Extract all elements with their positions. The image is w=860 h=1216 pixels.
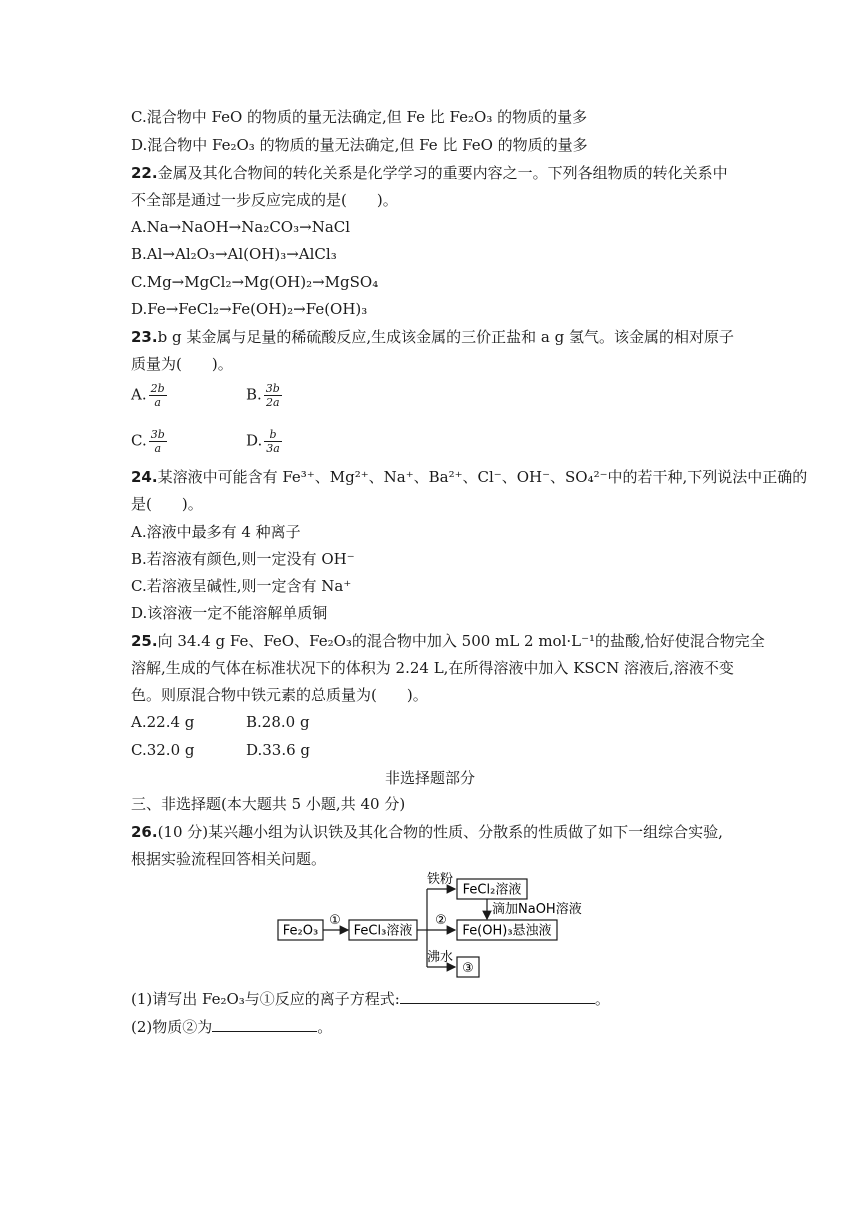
feoh3-label: Fe(OH)₃悬浊液	[462, 923, 552, 939]
q26-stem-2: 根据实验流程回答相关问题。	[131, 850, 327, 868]
q25-stem-1	[131, 631, 765, 651]
q22-stem-2: 不全部是通过一步反应完成的是( )。	[131, 191, 398, 209]
q23-option-d-numerator: b	[264, 428, 282, 442]
q23-option-b	[246, 382, 282, 409]
q26-part-1-period: 。	[594, 990, 610, 1008]
q22-option-a: A.Na→NaOH→Na₂CO₃→NaCl	[131, 218, 351, 236]
iron-powder-label: 铁粉	[426, 872, 454, 887]
q22-option-b: B.Al→Al₂O₃→Al(OH)₃→AlCl₃	[131, 245, 337, 263]
q26-part-2-answer-blank[interactable]	[212, 1015, 317, 1032]
q24-option-c: C.若溶液呈碱性,则一定含有 Na⁺	[131, 577, 352, 595]
q25-option-d: D.33.6 g	[246, 741, 311, 759]
q24-option-b: B.若溶液有颜色,则一定没有 OH⁻	[131, 550, 355, 568]
q26-part-1	[131, 987, 610, 1009]
q23-option-d-label: D.	[246, 431, 263, 450]
q22-option-d: D.Fe→FeCl₂→Fe(OH)₂→Fe(OH)₃	[131, 300, 368, 318]
q23-option-a	[131, 382, 167, 409]
q23-number: 23.	[131, 328, 158, 346]
q23-option-a-numerator: 2b	[150, 382, 165, 395]
q25-number: 25.	[131, 632, 158, 650]
q22-option-c: C.Mg→MgCl₂→Mg(OH)₂→MgSO₄	[131, 273, 379, 291]
q26-part-2	[131, 1015, 332, 1037]
section-title: 非选择题部分	[384, 769, 475, 787]
q25-text-1: 向 34.4 g Fe、FeO、Fe₂O₃的混合物中加入 500 mL 2 mol·L⁻¹的盐酸,恰好使混合物完全	[157, 632, 765, 650]
q23-option-c	[131, 428, 167, 455]
q23-option-a-fraction	[149, 382, 167, 409]
q23-option-a-label: A.	[131, 385, 147, 404]
q23-option-a-denominator: a	[154, 396, 161, 409]
q24-number: 24.	[131, 468, 158, 486]
fe2o3-label: Fe₂O₃	[282, 923, 319, 939]
q25-stem-2: 溶解,生成的气体在标准状况下的体积为 2.24 L,在所得溶液中加入 KSCN 溶液后,溶液不变	[131, 659, 734, 677]
q24-stem-2: 是( )。	[131, 495, 203, 513]
q24-option-a: A.溶液中最多有 4 种离子	[131, 523, 301, 541]
q23-option-b-fraction	[264, 382, 282, 409]
add-naoh-label: 滴加NaOH溶液	[492, 902, 582, 917]
circle-2-label: ②	[435, 913, 447, 928]
q26-part-1-text: (1)请写出 Fe₂O₃与①反应的离子方程式:	[131, 990, 400, 1008]
q23-option-b-denominator: 2a	[266, 396, 280, 409]
q26-part-2-period: 。	[317, 1018, 333, 1036]
q23-option-d-fraction	[264, 428, 282, 455]
q23-option-b-numerator: 3b	[265, 382, 280, 395]
q23-option-c-label: C.	[131, 431, 147, 450]
q24-option-d: D.该溶液一定不能溶解单质铜	[131, 604, 328, 622]
q21-option-d: D.混合物中 Fe₂O₃ 的物质的量无法确定,但 Fe 比 FeO 的物质的量多	[131, 136, 588, 154]
q24-stem-1	[131, 467, 807, 487]
boiling-water-label: 沸水	[426, 950, 454, 965]
q23-option-b-label: B.	[246, 385, 262, 404]
section-three-heading: 三、非选择题(本大题共 5 小题,共 40 分)	[131, 795, 406, 813]
q25-option-a: A.22.4 g	[131, 713, 195, 731]
q22-text-1: 金属及其化合物间的转化关系是化学学习的重要内容之一。下列各组物质的转化关系中	[157, 164, 728, 182]
q23-option-c-numerator: 3b	[150, 428, 165, 441]
q22-number: 22.	[131, 164, 158, 182]
q26-part-1-answer-blank[interactable]	[400, 987, 595, 1004]
experiment-flow-diagram	[275, 870, 585, 980]
q25-option-c: C.32.0 g	[131, 741, 195, 759]
q23-text-1: b g 某金属与足量的稀硫酸反应,生成该金属的三价正盐和 a g 氢气。该金属的相对原子	[157, 328, 734, 346]
circle-1-label: ①	[329, 913, 341, 928]
q23-option-c-fraction	[149, 428, 167, 455]
q23-option-d	[246, 428, 282, 455]
q26-stem-1	[131, 822, 723, 842]
q22-stem-1	[131, 163, 728, 183]
q26-number: 26.	[131, 823, 158, 841]
q23-option-c-denominator: a	[154, 442, 162, 455]
q21-option-c: C.混合物中 FeO 的物质的量无法确定,但 Fe 比 Fe₂O₃ 的物质的量多	[131, 108, 588, 126]
q24-text-1: 某溶液中可能含有 Fe³⁺、Mg²⁺、Na⁺、Ba²⁺、Cl⁻、OH⁻、SO₄²⁻中的若干种,下列说法中正确的	[157, 468, 808, 486]
q23-option-d-denominator: 3a	[266, 442, 280, 455]
q25-option-b: B.28.0 g	[246, 713, 310, 731]
q26-text-1: (10 分)某兴趣小组为认识铁及其化合物的性质、分散系的性质做了如下一组综合实验,	[157, 823, 723, 841]
fecl3-label: FeCl₃溶液	[353, 923, 413, 939]
q23-stem-2: 质量为( )。	[131, 355, 233, 373]
fecl2-label: FeCl₂溶液	[462, 882, 522, 898]
q25-stem-3: 色。则原混合物中铁元素的总质量为( )。	[131, 686, 428, 704]
circle-3-label: ③	[462, 961, 474, 976]
q23-stem-1	[131, 327, 734, 347]
q26-part-2-text: (2)物质②为	[131, 1018, 213, 1036]
